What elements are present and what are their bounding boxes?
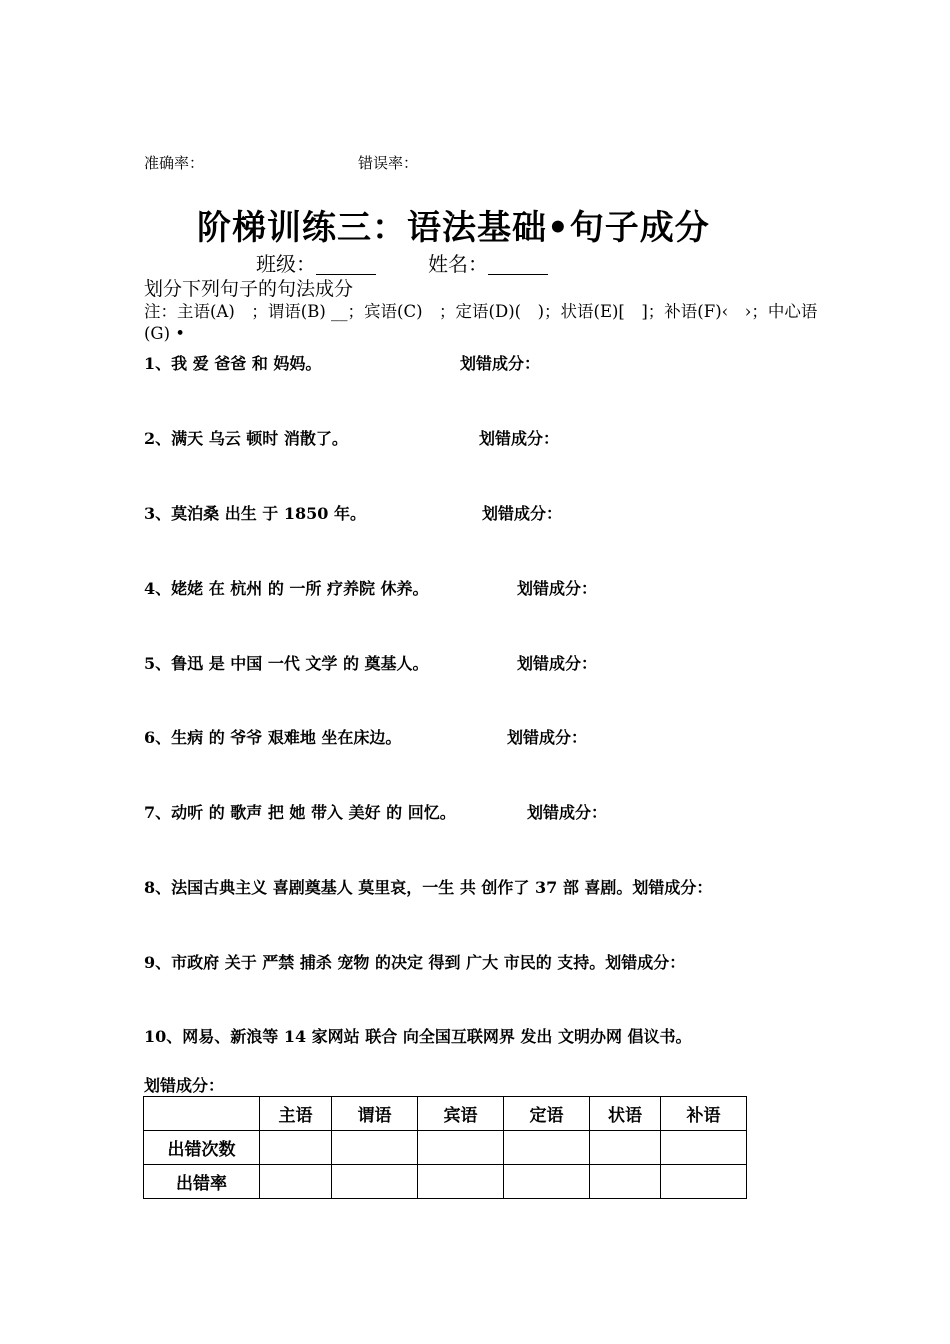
class-label: 班级：	[256, 252, 316, 276]
table-header-cell: 补语	[661, 1097, 747, 1131]
question-10-error-label: 划错成分：	[144, 1076, 225, 1095]
error-stats-table	[143, 1096, 747, 1199]
error-label: 划错成分：	[527, 803, 608, 822]
question-10	[144, 1024, 692, 1047]
page-title: 阶梯训练三：语法基础•句子成分	[197, 208, 710, 248]
question-text: 8、法国古典主义 喜剧奠基人 莫里哀，一生 共 创作了 37 部 喜剧。划错成分：	[144, 878, 713, 897]
question-text: 5、鲁迅 是 中国 一代 文学 的 奠基人。	[144, 654, 429, 673]
class-blank[interactable]	[316, 254, 376, 275]
question-1	[144, 351, 541, 374]
error-label: 划错成分：	[507, 728, 588, 747]
accuracy-label: 准确率：	[144, 154, 205, 172]
question-text: 4、姥姥 在 杭州 的 一所 疗养院 休养。	[144, 579, 429, 598]
table-cell[interactable]	[661, 1165, 747, 1199]
table-header-cell	[144, 1097, 260, 1131]
notation-note: 注：主语(A) ；谓语(B) __；宾语(C) ；定语(D)( )；状语(E)[ ]；补语(F)‹ ›；中心语(G) •	[144, 302, 818, 343]
error-label: 划错成分：	[460, 354, 541, 373]
table-cell[interactable]	[590, 1131, 661, 1165]
question-text: 9、市政府 关于 严禁 捕杀 宠物 的决定 得到 广大 市民的 支持。划错成分：	[144, 953, 686, 972]
table-row	[144, 1165, 747, 1199]
table-header-cell: 宾语	[418, 1097, 504, 1131]
table-header-cell: 主语	[260, 1097, 332, 1131]
error-label: 划错成分：	[479, 429, 560, 448]
question-7	[144, 800, 608, 823]
question-text: 1、我 爱 爸爸 和 妈妈。	[144, 354, 322, 373]
class-field	[256, 248, 376, 277]
table-header-cell: 谓语	[332, 1097, 418, 1131]
name-label: 姓名：	[428, 252, 488, 276]
question-3	[144, 501, 563, 524]
table-header-cell: 定语	[504, 1097, 590, 1131]
question-text: 2、满天 乌云 顿时 消散了。	[144, 429, 348, 448]
table-cell[interactable]	[332, 1165, 418, 1199]
error-label: 划错成分：	[517, 579, 598, 598]
question-text: 7、动听 的 歌声 把 她 带入 美好 的 回忆。	[144, 803, 456, 822]
table-cell[interactable]	[332, 1131, 418, 1165]
question-text: 10、网易、新浪等 14 家网站 联合 向全国互联网界 发出 文明办网 倡议书。	[144, 1027, 692, 1046]
question-8	[144, 875, 712, 898]
table-cell[interactable]	[661, 1131, 747, 1165]
question-5	[144, 651, 598, 674]
error-label: 划错成分：	[482, 504, 563, 523]
row-label: 出错次数	[144, 1131, 260, 1165]
table-cell[interactable]	[504, 1131, 590, 1165]
error-rate-label: 错误率：	[358, 154, 419, 172]
table-header-row	[144, 1097, 747, 1131]
table-header-cell: 状语	[590, 1097, 661, 1131]
question-9	[144, 950, 685, 973]
name-blank[interactable]	[488, 254, 548, 275]
question-2	[144, 426, 560, 449]
table-cell[interactable]	[418, 1165, 504, 1199]
error-label: 划错成分：	[517, 654, 598, 673]
row-label: 出错率	[144, 1165, 260, 1199]
table-cell[interactable]	[260, 1131, 332, 1165]
name-field	[428, 248, 548, 277]
section-heading: 划分下列句子的句法成分	[144, 278, 354, 300]
table-cell[interactable]	[590, 1165, 661, 1199]
question-text: 3、莫泊桑 出生 于 1850 年。	[144, 504, 366, 523]
question-4	[144, 576, 598, 599]
question-6	[144, 725, 588, 748]
table-row	[144, 1131, 747, 1165]
table-cell[interactable]	[260, 1165, 332, 1199]
table-cell[interactable]	[504, 1165, 590, 1199]
table-cell[interactable]	[418, 1131, 504, 1165]
question-text: 6、生病 的 爷爷 艰难地 坐在床边。	[144, 728, 402, 747]
